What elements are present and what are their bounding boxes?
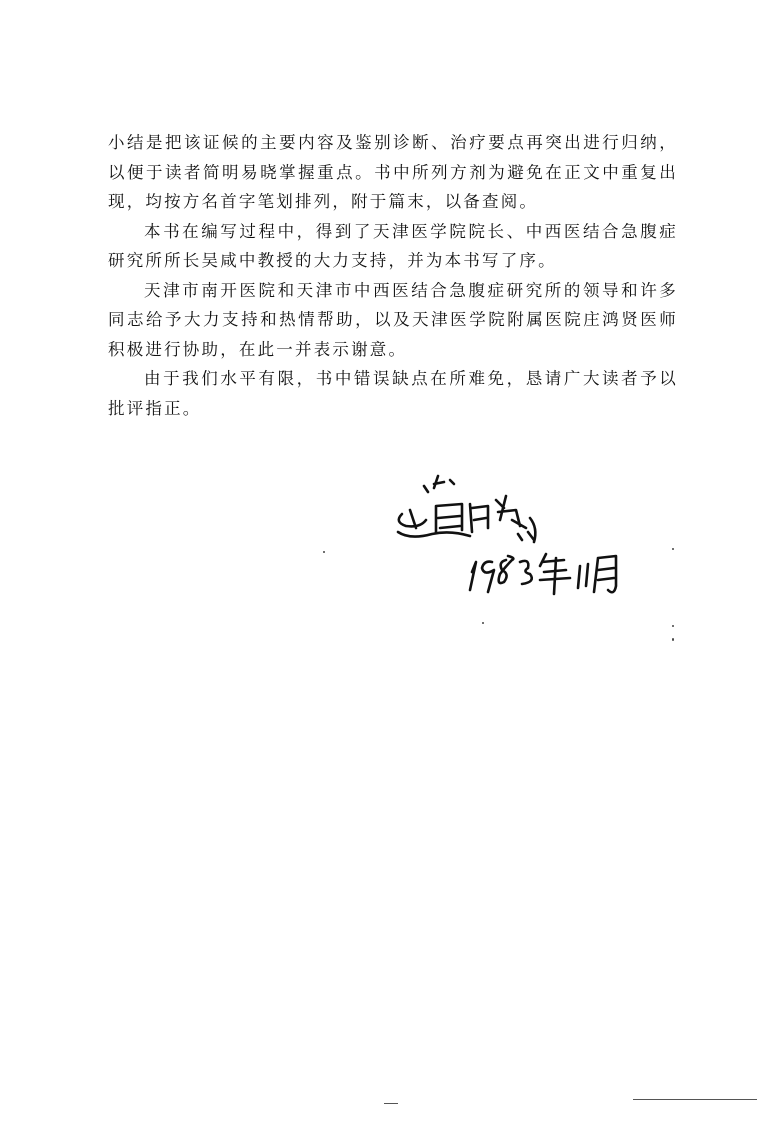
speck — [672, 625, 674, 627]
speck — [323, 551, 325, 553]
paragraph-1: 小结是把该证候的主要内容及鉴别诊断、治疗要点再突出进行归纳，以便于读者简明易晓掌握重点。书中所列方剂为避免在正文中重复出现，均按方名首字笔划排列，附于篇末，以备查阅。 — [108, 133, 678, 211]
speck — [672, 638, 674, 641]
paragraph-2: 本书在编写过程中，得到了天津医学院院长、中西医结合急腹症研究所所长吴咸中教授的大力支持，并为本书写了序。 — [108, 221, 678, 270]
speck — [672, 548, 674, 550]
paragraph-3: 天津市南开医院和天津市中西医结合急腹症研究所的领导和许多同志给予大力支持和热情帮助，以及天津医学院附属医院庄鸿贤医师积极进行协助，在此一并表示谢意。 — [108, 280, 678, 359]
body-text — [108, 128, 678, 423]
paragraph-4: 由于我们水平有限，书中错误缺点在所难免，恳请广大读者予以批评指正。 — [108, 369, 678, 418]
handwritten-signature — [380, 462, 640, 632]
bottom-mark — [384, 1103, 398, 1104]
speck — [482, 622, 484, 624]
bottom-rule — [633, 1099, 757, 1100]
signature-image — [380, 462, 640, 632]
